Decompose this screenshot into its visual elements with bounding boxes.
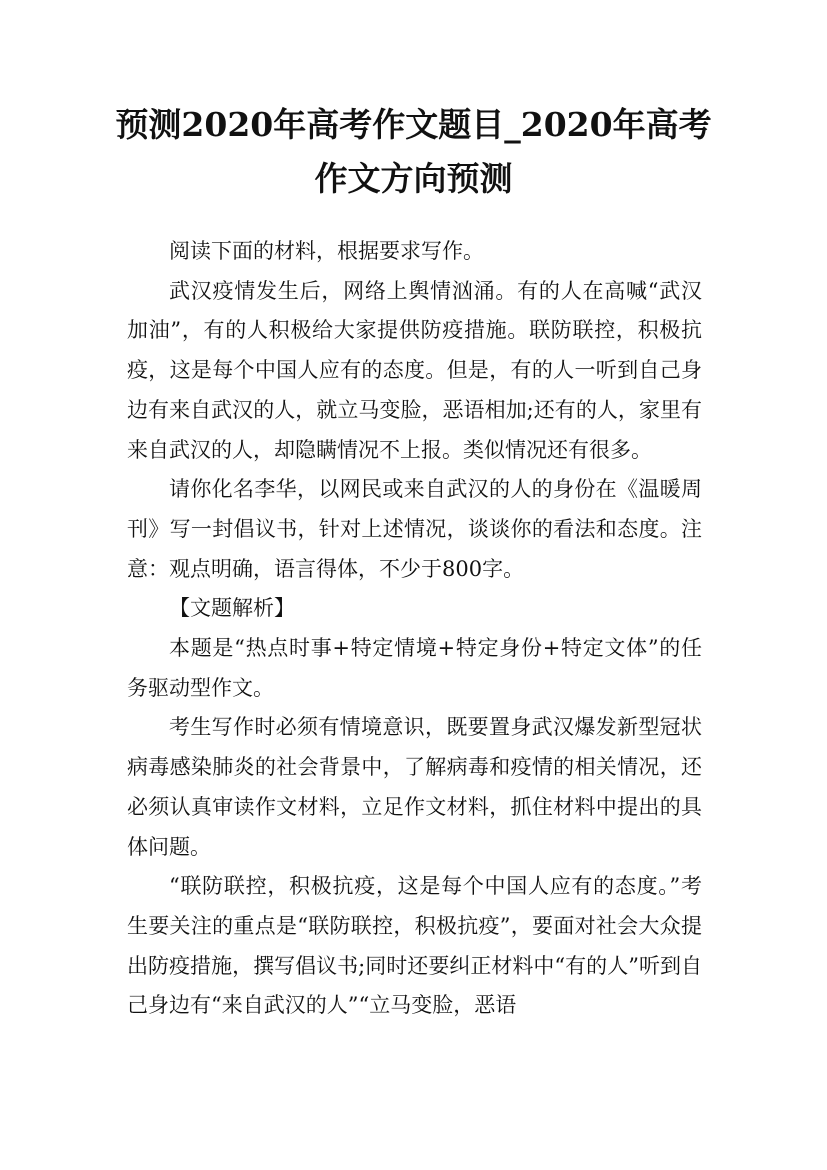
document-body [127,232,702,1026]
paragraph-instruction: 阅读下面的材料，根据要求写作。 [169,239,484,263]
paragraph-analysis-1: 本题是“热点时事+特定情境+特定身份+特定文体”的任务驱动型作文。 [127,636,702,700]
paragraph-analysis-3: “联防联控，积极抗疫，这是每个中国人应有的态度。”考生要关注的重点是“联防联控，积极抗疫”，要面对社会大众提出防疫措施，撰写倡议书;同时还要纠正材料中“有的人”听到自己身边有“来自武汉的人”“立马变脸，恶语 [127,874,702,1018]
paragraph-material: 武汉疫情发生后，网络上舆情汹涌。有的人在高喊“武汉加油”，有的人积极给大家提供防疫措施。联防联控，积极抗疫，这是每个中国人应有的态度。但是，有的人一听到自己身边有来自武汉的人，就立马变脸，恶语相加;还有的人，家里有来自武汉的人，却隐瞒情况不上报。类似情况还有很多。 [127,278,702,462]
paragraph-analysis-heading: 【文题解析】 [169,596,295,621]
paragraph-task: 请你化名李华，以网民或来自武汉的人的身份在《温暖周刊》写一封倡议书，针对上述情况，谈谈你的看法和态度。注意：观点明确，语言得体，不少于800字。 [127,477,702,581]
paragraph-analysis-2: 考生写作时必须有情境意识，既要置身武汉爆发新型冠状病毒感染肺炎的社会背景中，了解病毒和疫情的相关情况，还必须认真审读作文材料，立足作文材料，抓住材料中提出的具体问题。 [127,715,702,859]
document-title: 预测2020年高考作文题目_2020年高考作文方向预测 [115,105,712,198]
